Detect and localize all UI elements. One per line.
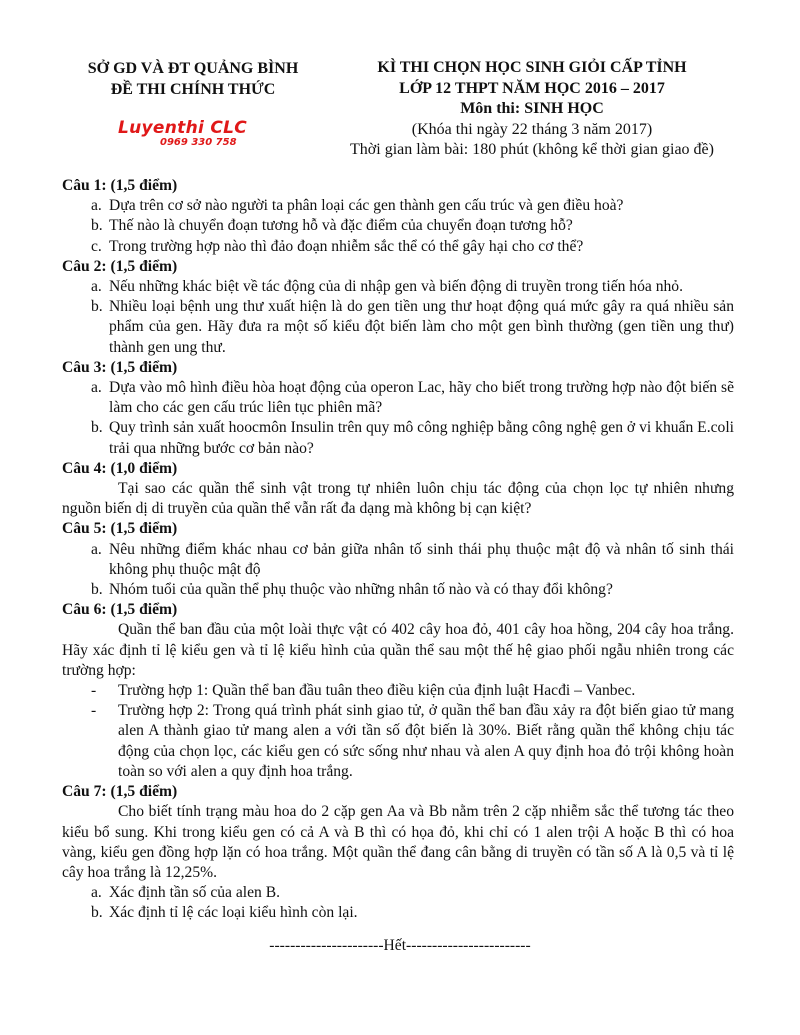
exam-grade-year: LỚP 12 THPT NĂM HỌC 2016 – 2017 xyxy=(399,79,665,97)
question-6-text: Quần thể ban đầu của một loài thực vật có 402 cây hoa đỏ, 401 cây hoa hồng, 204 cây hoa trắng. Hãy xác định tỉ lệ kiểu gen và tỉ lệ kiểu hình của quần thể sau một thế hệ giao phối ngẫu nhiên trong các trường hợp: xyxy=(62,621,734,679)
question-5-a: a. Nêu những điểm khác nhau cơ bản giữa nhân tố sinh thái phụ thuộc mật độ và nhân tố sinh thái không phụ thuộc mật độ xyxy=(91,540,734,578)
question-1-c: c. Trong trường hợp nào thì đảo đoạn nhiễm sắc thể có thể gây hại cho cơ thể? xyxy=(91,237,584,255)
exam-subject: Môn thi: SINH HỌC xyxy=(460,100,604,117)
question-1-a: a. Dựa trên cơ sở nào người ta phân loại các gen thành gen cấu trúc và gen điều hoà? xyxy=(91,197,624,215)
exam-date: (Khóa thi ngày 22 tháng 3 năm 2017) xyxy=(411,120,653,138)
logo-phone: 0969 330 758 xyxy=(160,137,237,148)
question-7-a: a. Xác định tần số của alen B. xyxy=(91,884,281,902)
official-exam-label: ĐỀ THI CHÍNH THỨC xyxy=(110,81,276,98)
department-name: SỞ GD VÀ ĐT QUẢNG BÌNH xyxy=(87,60,299,77)
header-left xyxy=(62,58,324,100)
question-6-case-1: - Trường hợp 1: Quần thể ban đầu tuân theo điều kiện của định luật Hacđi – Vanbec. xyxy=(91,682,636,700)
watermark-logo xyxy=(118,118,268,154)
question-6-title: Câu 6: (1,5 điểm) xyxy=(62,601,178,619)
header-right xyxy=(322,58,742,161)
question-3-b: b. Quy trình sản xuất hoocmôn Insulin trên quy mô công nghiệp bằng công nghệ gen ở vi khuẩn E.coli trải qua những bước cơ bản nào? xyxy=(91,419,734,457)
question-7-text: Cho biết tính trạng màu hoa do 2 cặp gen Aa và Bb nằm trên 2 cặp nhiễm sắc thể tương tác theo kiểu bổ sung. Khi trong kiểu gen có cả A và B thì có họa đỏ, khi chỉ có 1 alen trội A hoặc B thì có hoa vàng, kiểu gen đồng hợp lặn có hoa trắng. Một quần thể đang cân bằng di truyền có tần số A là 0,5 và tỉ lệ cây hoa trắng là 12,25%. xyxy=(62,803,734,881)
question-3-title: Câu 3: (1,5 điểm) xyxy=(62,358,178,376)
question-5-b: b. Nhóm tuổi của quần thể phụ thuộc vào những nhân tố nào và có thay đổi không? xyxy=(91,581,613,599)
question-2-a: a. Nếu những khác biệt về tác động của di nhập gen và biến động di truyền trong tiến hóa nhỏ. xyxy=(91,278,684,296)
exam-duration: Thời gian làm bài: 180 phút (không kể thời gian giao đề) xyxy=(350,141,714,158)
question-6-case-2: - Trường hợp 2: Trong quá trình phát sinh giao tử, ở quần thể ban đầu xảy ra đột biến giao tử mang alen A thành giao tử mang alen a với tần số đột biến là 30%. Biết rằng quần thể không chịu tác động của chọn lọc, các kiểu gen có sức sống như nhau và alen A quy định hoa đỏ trội không hoàn toàn so với alen a quy định hoa trắng. xyxy=(91,702,734,780)
question-4-title: Câu 4: (1,0 điểm) xyxy=(62,459,178,477)
end-marker: ----------------------Hết------------------------ xyxy=(269,937,531,954)
question-3-a: a. Dựa vào mô hình điều hòa hoạt động của operon Lac, hãy cho biết trong trường hợp nào đột biến sẽ làm cho các gen cấu trúc liên tục phiên mã? xyxy=(91,379,734,417)
question-1-b: b. Thế nào là chuyển đoạn tương hỗ và đặc điểm của chuyển đoạn tương hỗ? xyxy=(91,217,573,235)
question-7-b: b. Xác định tỉ lệ các loại kiểu hình còn lại. xyxy=(91,904,358,922)
logo-brand: Luyenthi CLC xyxy=(118,118,248,138)
exam-content xyxy=(62,176,734,924)
question-5-title: Câu 5: (1,5 điểm) xyxy=(62,520,178,538)
question-4-text: Tại sao các quần thể sinh vật trong tự nhiên luôn chịu tác động của chọn lọc tự nhiên nhưng nguồn biến dị di truyền của quần thể vẫn rất đa dạng mà không bị cạn kiệt? xyxy=(62,480,734,518)
question-2-title: Câu 2: (1,5 điểm) xyxy=(62,257,178,275)
question-7-title: Câu 7: (1,5 điểm) xyxy=(62,783,178,801)
exam-title: KÌ THI CHỌN HỌC SINH GIỎI CẤP TỈNH xyxy=(377,59,687,76)
question-2-b: b. Nhiều loại bệnh ung thư xuất hiện là do gen tiền ung thư hoạt động quá mức gây ra quá nhiều sản phẩm của gen. Hãy đưa ra một số kiểu đột biến làm cho một gen bình thường (gen tiền ung thư) thành gen ung thư. xyxy=(91,298,734,356)
question-1-title: Câu 1: (1,5 điểm) xyxy=(62,177,178,194)
